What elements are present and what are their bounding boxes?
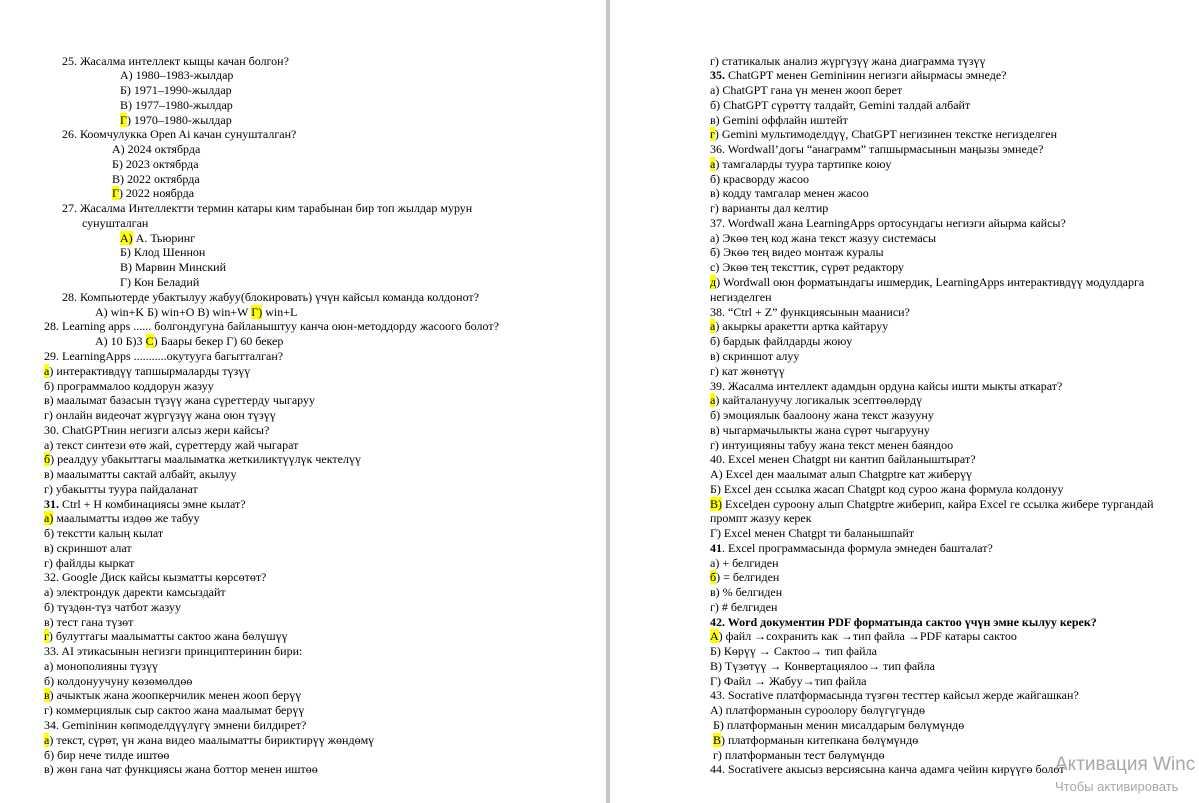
q29-option-d: г) онлайн видеочат жүргүзүү жана оюн түзүү [44,408,276,422]
answer-highlight: г [710,127,715,141]
q31-option-b: б) текстти калың кылат [44,526,164,540]
q38-option-c: в) скриншот алуу [710,349,800,363]
q40-question: 40. Excel менен Chatgpt ни кантип байланыштырат? [710,452,976,466]
q26-option-b: Б) 2023 октябрда [112,157,199,171]
q39-option-d: г) интуицияны табуу жана текст менен баяндоо [710,438,954,452]
answer-highlight: а [710,157,716,171]
answer-highlight: б [44,452,51,466]
q27-question-line1: 27. Жасалма Интеллектти термин катары ким тарабынан бир топ жылдар мурун [62,201,473,215]
q38-question: 38. “Ctrl + Z” функциясынын мааниси? [710,305,910,319]
q36-option-b: б) красворду жасоо [710,172,810,186]
q26-question: 26. Коомчулукка Open Ai качан сунушталган? [62,127,297,141]
q33-option-d: г) коммерциялык сыр сактоо жана маалымат берүү [44,703,305,717]
windows-activation-watermark-title: Активация Winc [1055,754,1196,775]
q25-option-d: Г) 1970–1980-жылдар [120,113,232,127]
q30-question: 30. ChatGPTнин негизги алсыз жери кайсы? [44,423,270,437]
q27-option-b: Б) Клод Шеннон [120,245,206,259]
q33-option-a: а) монополияны түзүү [44,659,158,673]
q37-option-d: д) Wordwall оюн форматындагы ишмердик, LearningApps интерактивдүү модулдарга [710,275,1145,289]
q28a-question: 28. Компьютерде убактылуу жабуу(блокировать) үчүн кайсыл команда колдонот? [62,290,480,304]
q40-option-a: А) Excel ден маалымат алып Chatgptre кат жиберүү [710,467,973,481]
q40-option-c-cont: промпт жазуу керек [710,511,812,525]
q28b-options: А) 10 Б)3 С) Баары бекер Г) 60 бекер [95,334,284,348]
windows-activation-watermark-subtitle: Чтобы активировать [1055,779,1179,794]
q31-option-d: г) файлды кыркат [44,556,135,570]
q40-option-d: Г) Excel менен Chatgpt ти баланышпайт [710,526,914,540]
q30-option-b: б) реалдуу убакыттагы маалыматка жеткиликтүүлүк чектелүү [44,452,361,466]
q34-option-b: б) бир нече тилде иштөө [44,748,170,762]
answer-highlight: б [710,570,717,584]
q37-option-b: б) Экөө тең видео монтаж куралы [710,245,884,259]
q33-option-c: в) ачыктык жана жоопкерчилик менен жооп берүү [44,688,302,702]
q43-option-d: г) платформанын тест бөлүмүндө [713,748,885,762]
answer-highlight: а) [44,511,54,525]
q31-option-c: в) скриншот алат [44,541,132,555]
q29-option-c: в) маалымат базасын түзүү жана сүреттерду чыгаруу [44,393,316,407]
q28b-question: 28. Learning apps ...... болгондугуна байланыштуу канча оюн-методдорду жасоого болот? [44,319,499,333]
q34-option-c: в) жөн гана чат функциясы жана боттор менен иштөө [44,762,318,776]
q35-question: 35. ChatGPT менен Geminiнин негизги айырмасы эмнеде? [710,68,1007,82]
answer-highlight: а [710,393,716,407]
q39-option-c: в) чыгармачылыкты жана сүрөт чыгарууну [710,423,930,437]
q30-option-a: а) текст синтези өтө жай, сүреттерду жай чыгарат [44,438,299,452]
q41-option-c: в) % белгиден [710,585,783,599]
q43-question: 43. Socrative платформасында түзгөн тесттер кайсыл жерде жайгашкан? [710,688,1079,702]
q33-question: 33. AI этикасынын негизги принциптеринин бири: [44,644,303,658]
q27-question-line2: сунушталган [82,216,149,230]
q27-option-c: В) Марвин Минский [120,260,227,274]
q43-option-b: Б) платформанын менин мисалдарым бөлүмүндө [713,718,965,732]
q28a-options: А) win+K Б) win+O В) win+W Г) win+L [95,305,298,319]
q27-option-a: А) А. Тьюринг [120,231,196,245]
q42-question: 42. Word документин PDF форматында сактоо үчүн эмне кылуу керек? [710,615,1097,629]
q42-option-a: А) файл →сохранить как →тип файла →PDF катары сактоо [710,629,1017,643]
q25-option-a: А) 1980–1983-жылдар [120,68,234,82]
answer-highlight: г [44,629,49,643]
q39-option-b: б) эмоциялык баалоону жана текст жазууну [710,408,934,422]
q37-question: 37. Wordwall жана LearningApps ортосундагы негизги айырма кайсы? [710,216,1066,230]
q30-option-d: г) убакытты туура пайдаланат [44,482,198,496]
q39-option-a: а) кайталануучу логикалык эсептөөлөрдү [710,393,923,407]
q35-option-c: в) Gemini оффлайн иштейт [710,113,848,127]
answer-highlight: С [145,334,154,348]
q38-option-d: г) кат жөнөтүү [710,364,785,378]
answer-highlight: Г [112,186,119,200]
answer-highlight: В [713,733,722,747]
q34-option-d: г) статикалык анализ жүргүзүү жана диаграмма түзүү [710,54,986,68]
q32-option-b: б) түздөн-түз чатбот жазуу [44,600,181,614]
answer-highlight: а [710,319,716,333]
q38-option-a: а) акыркы аракетти артка кайтаруу [710,319,889,333]
q41-option-b: б) = белгиден [710,570,780,584]
q27-option-d: Г) Кон Беладий [120,275,200,289]
q32-option-d: г) булуттагы маалыматты сактоо жана бөлүшүү [44,629,288,643]
q43-option-c: В) платформанын китепкана бөлүмүндө [713,733,919,747]
answer-highlight: Г [120,113,127,127]
q32-question: 32. Google Диск кайсы кызматты көрсөтөт? [44,570,267,584]
q44-question: 44. Socrativere акысыз версиясына канча адамга чейин кирүүгө болот [710,762,1065,776]
q41-question: 41. Excel программасында формула эмнеден башталат? [710,541,993,555]
q31-option-a: а) маалыматты издөө же табуу [44,511,200,525]
answer-highlight: а [44,733,50,747]
q43-option-a: А) платформанын суроолору бөлүгүгүндө [710,703,925,717]
q34-question: 34. Geminiнин көпмоделдүүлүгү эмнени билдирет? [44,718,307,732]
q32-option-a: а) электрондук даректи камсыздайт [44,585,226,599]
q42-option-d: Г) Файл → Жабуу→тип файла [710,674,867,688]
q36-option-a: а) тамгаларды туура тартипке коюу [710,157,892,171]
q26-option-a: А) 2024 октябрда [112,142,201,156]
q33-option-b: б) колдонуучуну көзөмөлдөө [44,674,193,688]
q29-option-b: б) программалоо коддорун жазуу [44,379,214,393]
q35-option-b: б) ChatGPT сүрөттү талдайт, Gemini талдай албайт [710,98,971,112]
q36-option-c: в) кодду тамгалар менен жасоо [710,186,869,200]
q32-option-c: в) тест гана түзөт [44,615,134,629]
q36-option-d: г) варианты дал келтир [710,201,829,215]
answer-highlight: Г) [251,305,263,319]
q25-option-c: В) 1977–1980-жылдар [120,98,233,112]
q38-option-b: б) бардык файлдарды жоюу [710,334,853,348]
right-page [610,0,1199,803]
q29-option-a: а) интерактивдүү тапшырмаларды түзүү [44,364,251,378]
q37-option-d-cont: негизделген [710,290,772,304]
q26-option-c: В) 2022 октябрда [112,172,200,186]
q36-question: 36. Wordwall’догы “анаграмм” тапшырмасынын маңызы эмнеде? [710,142,1044,156]
q35-option-d: г) Gemini мультимоделдүү, ChatGPT негизинен текстке негизделген [710,127,1058,141]
q40-option-c: В) Excelден суроону алып Chatgptre жиберип, кайра Excel ге ссылка жибере тургандай [710,497,1154,511]
q41-option-d: г) # белгиден [710,600,778,614]
q31-question: 31. Ctrl + H комбинациясы эмне кылат? [44,497,246,511]
q40-option-b: Б) Excel ден ссылка жасап Chatgpt код суроо жана формула колдонуу [710,482,1064,496]
q29-question: 29. LearningApps ...........окутууга багытталган? [44,349,284,363]
answer-highlight: В) [710,497,722,511]
q37-option-a: а) Экөө тең код жана текст жазуу системасы [710,231,937,245]
q34-option-a: а) текст, сүрөт, үн жана видео маалыматты бириктирүү жөндөмү [44,733,375,747]
q35-option-a: а) ChatGPT гана үн менен жооп берет [710,83,903,97]
answer-highlight: А) [120,231,133,245]
q42-option-b: Б) Көрүү → Сактоо→ тип файла [710,644,877,658]
answer-highlight: а [44,364,50,378]
q25-option-b: Б) 1971–1990-жылдар [120,83,232,97]
answer-highlight: А [710,629,719,643]
q26-option-d: Г) 2022 ноябрда [112,186,195,200]
q39-question: 39. Жасалма интеллект адамдын ордуна кайсы ишти мыкты аткарат? [710,379,1063,393]
answer-highlight: в [44,688,50,702]
answer-highlight: д [710,275,717,289]
q30-option-c: в) маалыматты сактай албайт, акылуу [44,467,237,481]
q41-option-a: а) + белгиден [710,556,779,570]
q37-option-c: с) Экөө тең тексттик, сүрөт редактору [710,260,905,274]
q25-question: 25. Жасалма интеллект кыщы качан болгон? [62,54,289,68]
q42-option-c: В) Түзөтүү → Конвертациялоо→ тип файла [710,659,935,673]
